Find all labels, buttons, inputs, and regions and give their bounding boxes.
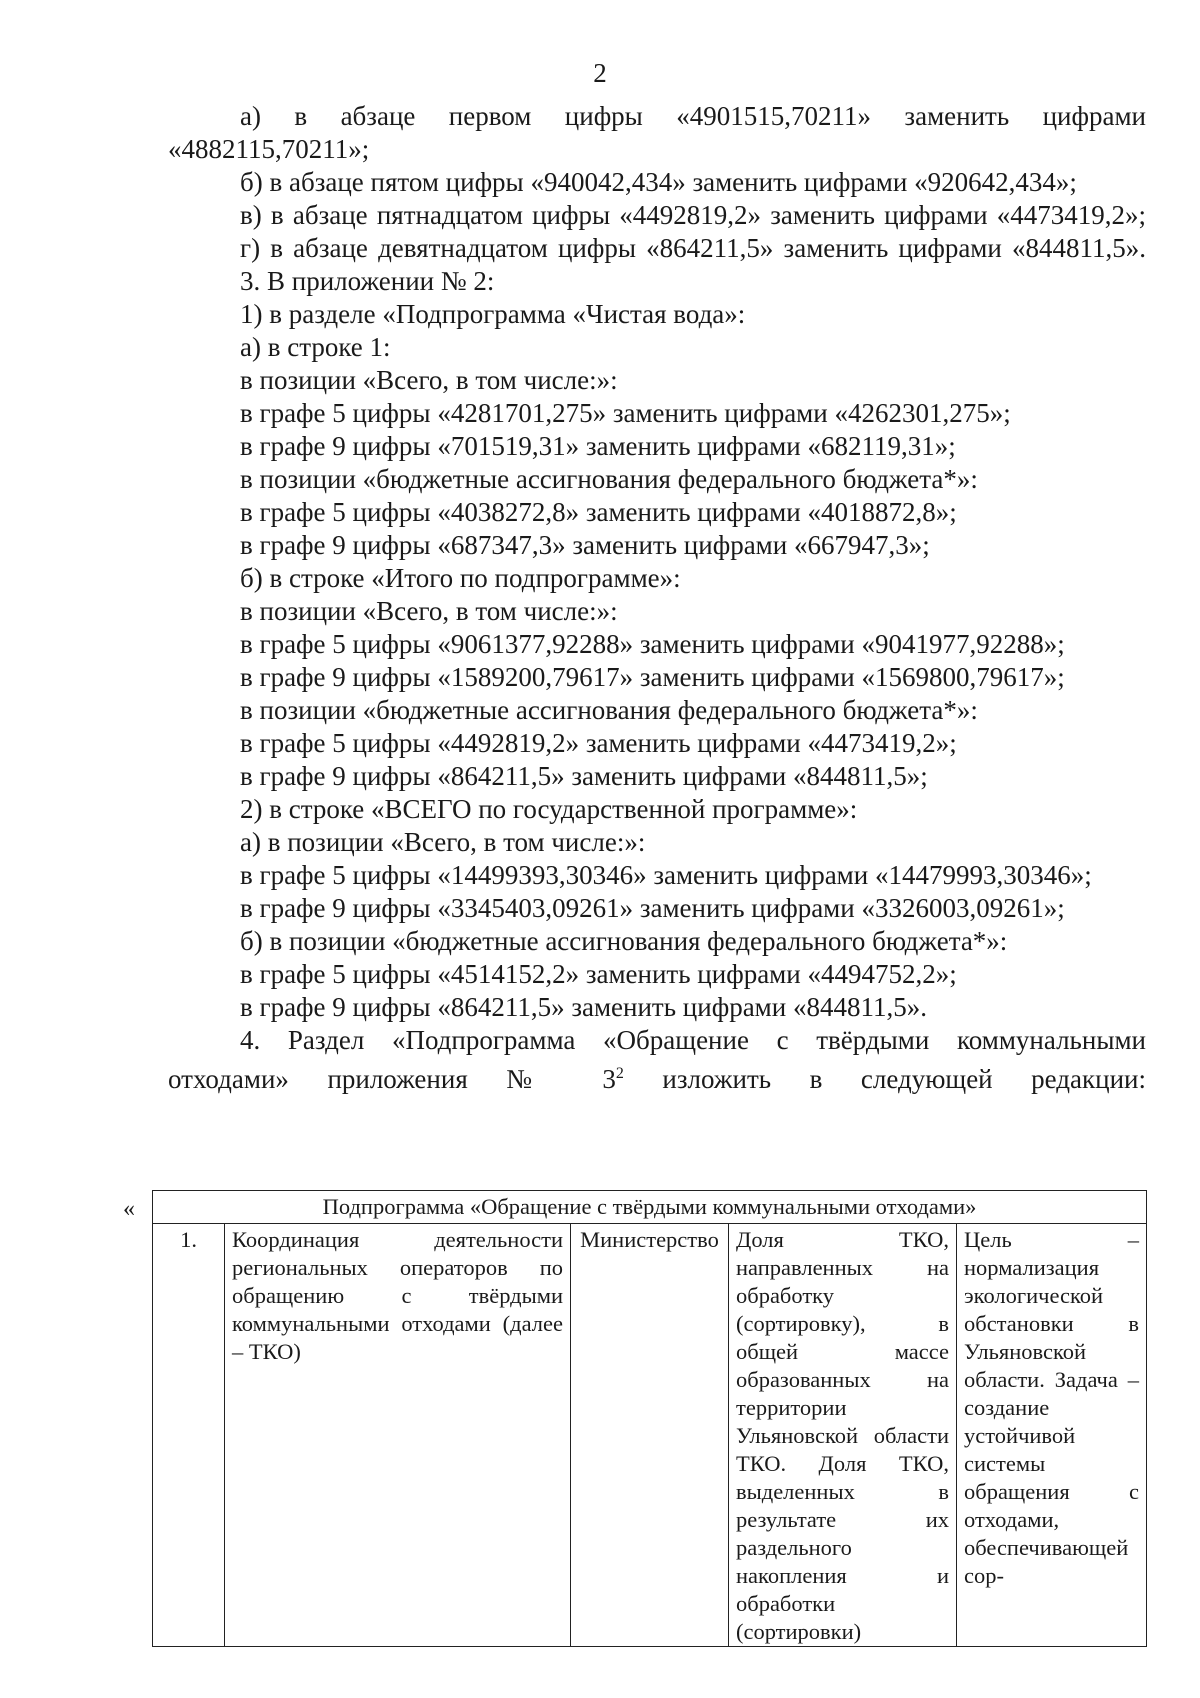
paragraph (168, 1024, 1146, 1096)
page-number: 2 (593, 58, 607, 88)
paragraph: б) в абзаце пятом цифры «940042,434» заменить цифрами «920642,434»; (240, 167, 1077, 197)
paragraph: в позиции «Всего, в том числе:»: (240, 596, 618, 626)
paragraph: а) в строке 1: (240, 332, 391, 362)
paragraph: в графе 5 цифры «4492819,2» заменить цифрами «4473419,2»; (240, 728, 957, 758)
paragraph: в графе 9 цифры «864211,5» заменить цифрами «844811,5»; (240, 761, 928, 791)
paragraph: в графе 5 цифры «4038272,8» заменить цифрами «4018872,8»; (240, 497, 957, 527)
paragraph: г) в абзаце девятнадцатом цифры «864211,5» заменить цифрами «844811,5». (240, 233, 1146, 263)
paragraph: в графе 9 цифры «1589200,79617» заменить цифрами «1569800,79617»; (240, 662, 1065, 692)
table-header-cell: Подпрограмма «Обращение с твёрдыми коммунальными отходами» (153, 1191, 1147, 1224)
cell-goals: Цель – нормализация экологической обстановки в Ульяновской области. Задача – создание устойчивой системы обращения с отходами, обеспечивающей сор- (957, 1224, 1147, 1647)
paragraph: б) в позиции «бюджетные ассигнования федерального бюджета*»: (240, 926, 1008, 956)
paragraph: в графе 5 цифры «4514152,2» заменить цифрами «4494752,2»; (240, 959, 957, 989)
opening-quote-mark: « (123, 1196, 135, 1222)
paragraph: в графе 9 цифры «701519,31» заменить цифрами «682119,31»; (240, 431, 956, 461)
table-header-row (153, 1191, 1147, 1224)
paragraph: в позиции «бюджетные ассигнования федерального бюджета*»: (240, 695, 978, 725)
subprogram-table (152, 1190, 1147, 1647)
paragraph: в графе 9 цифры «687347,3» заменить цифрами «667947,3»; (240, 530, 930, 560)
paragraph-text: изложить в следующей редакции: (623, 1064, 1146, 1094)
cell-executor: Министерство (571, 1224, 729, 1647)
paragraph: а) в позиции «Всего, в том числе:»: (240, 827, 646, 857)
cell-indicators: Доля ТКО, направленных на обработку (сортировку), в общей массе образованных на территории Ульяновской области ТКО. Доля ТКО, выделенных в результате их раздельного накопления и обработки (сортировки) (729, 1224, 957, 1647)
paragraph: в графе 9 цифры «3345403,09261» заменить цифрами «3326003,09261»; (240, 893, 1065, 923)
paragraph: в графе 5 цифры «14499393,30346» заменить цифрами «14479993,30346»; (240, 860, 1092, 890)
paragraph: 2) в строке «ВСЕГО по государственной программе»: (240, 794, 858, 824)
paragraph: б) в строке «Итого по подпрограмме»: (240, 563, 681, 593)
paragraph: в позиции «Всего, в том числе:»: (240, 365, 618, 395)
paragraph: в) в абзаце пятнадцатом цифры «4492819,2» заменить цифрами «4473419,2»; (240, 200, 1146, 230)
paragraph: в позиции «бюджетные ассигнования федерального бюджета*»: (240, 464, 978, 494)
paragraph: в графе 5 цифры «4281701,275» заменить цифрами «4262301,275»; (240, 398, 1011, 428)
superscript: 2 (615, 1065, 624, 1082)
paragraph: 3. В приложении № 2: (240, 266, 495, 296)
paragraph: в графе 5 цифры «9061377,92288» заменить цифрами «9041977,92288»; (240, 629, 1065, 659)
document-body (168, 100, 1146, 1096)
paragraph: в графе 9 цифры «864211,5» заменить цифрами «844811,5». (240, 992, 927, 1022)
paragraph: а) в абзаце первом цифры «4901515,70211» заменить цифрами «4882115,70211»; (168, 101, 1146, 164)
cell-name: Координация деятельности региональных операторов по обращению с твёрдыми коммунальными отходами (далее – ТКО) (225, 1224, 571, 1647)
paragraph: 1) в разделе «Подпрограмма «Чистая вода»: (240, 299, 746, 329)
paragraph-text: 4. Раздел «Подпрограмма «Обращение с твёрдыми коммунальными отходами» приложения № 3 (168, 1025, 1146, 1094)
table-row (153, 1224, 1147, 1647)
cell-number: 1. (153, 1224, 225, 1647)
